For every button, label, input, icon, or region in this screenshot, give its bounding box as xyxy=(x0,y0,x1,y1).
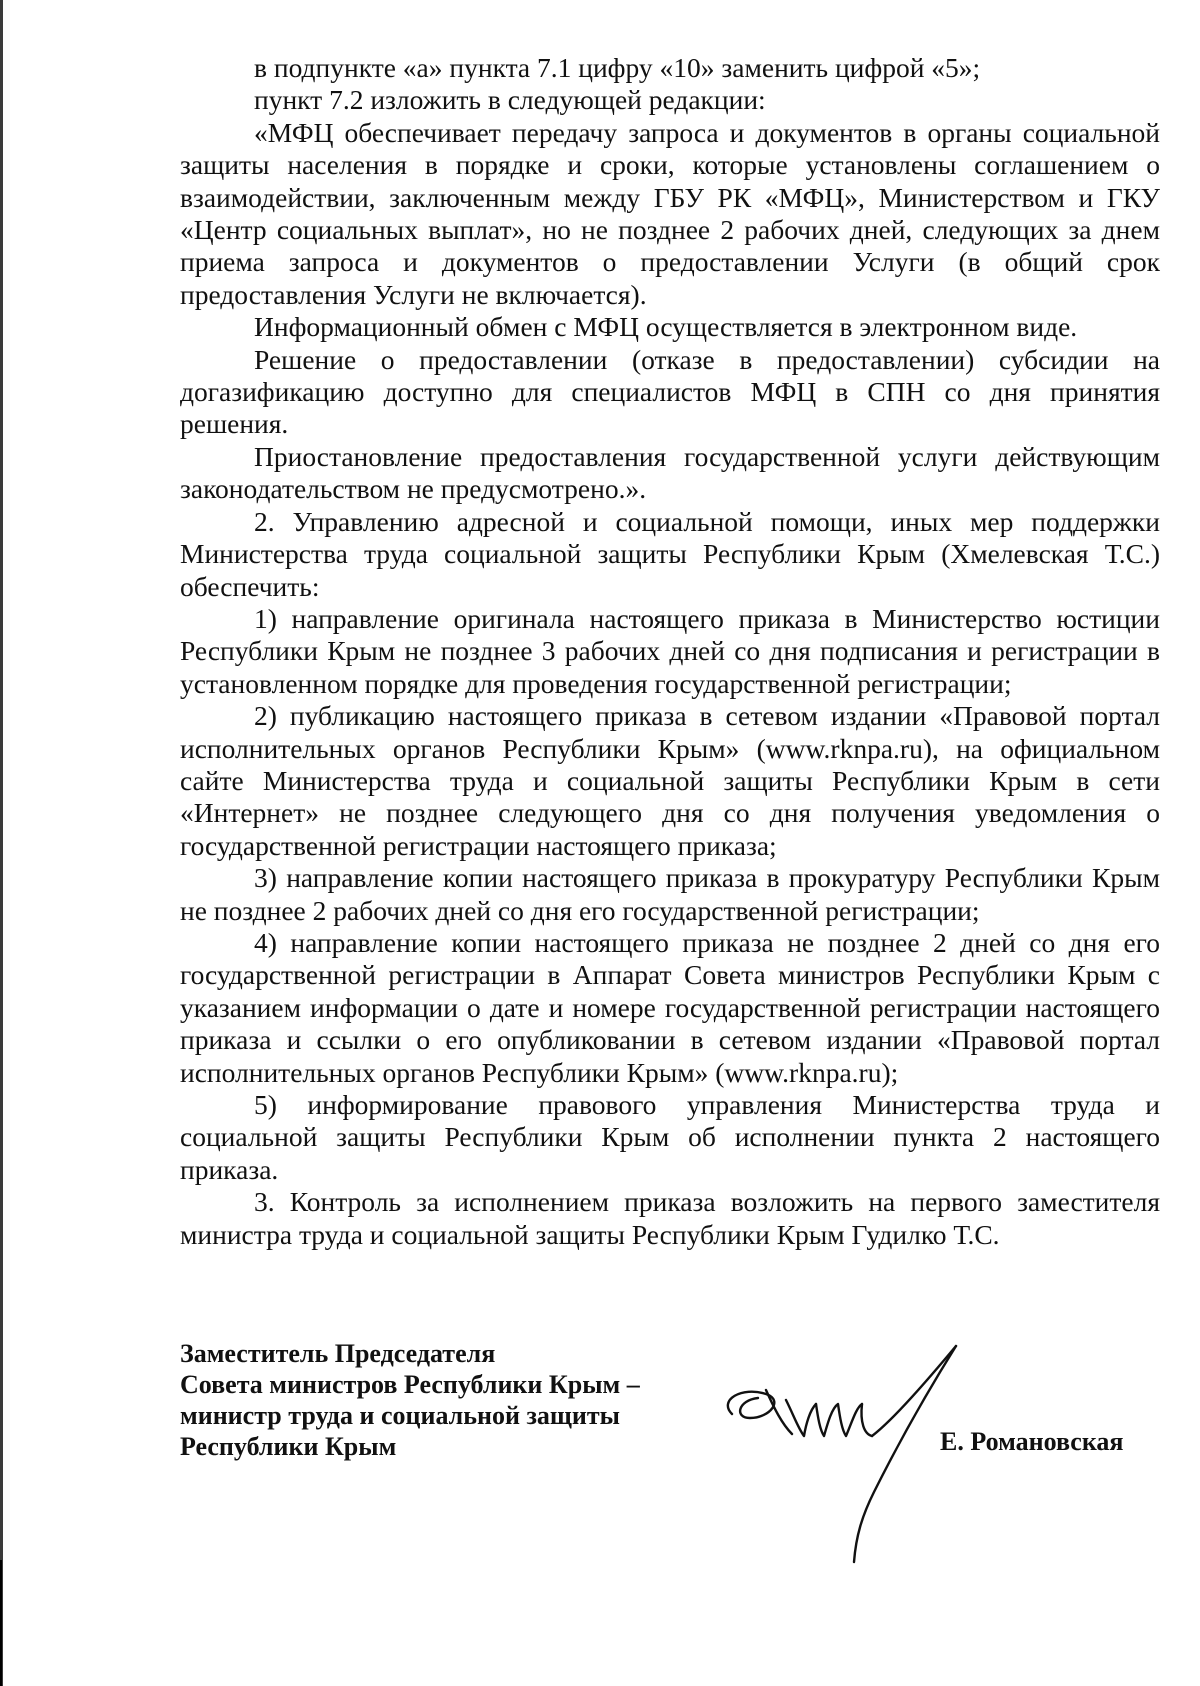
paragraph: Решение о предоставлении (отказе в предоставлении) субсидии на догазификацию доступно для специалистов МФЦ в СПН со дня принятия решения. xyxy=(180,343,1160,440)
paragraph: 1) направление оригинала настоящего приказа в Министерство юстиции Республики Крым не позднее 3 рабочих дней со дня подписания и регистрации в установленном порядке для проведения государственной регистрации; xyxy=(180,602,1160,699)
signatory-position xyxy=(180,1338,740,1462)
signatory-name: Е. Романовская xyxy=(940,1427,1124,1456)
paragraph: 3. Контроль за исполнением приказа возложить на первого заместителя министра труда и социальной защиты Республики Крым Гудилко Т.С. xyxy=(180,1186,1160,1250)
paragraph: 5) информирование правового управления Министерства труда и социальной защиты Республики Крым об исполнении пункта 2 настоящего приказа. xyxy=(180,1089,1160,1185)
handwritten-signature xyxy=(720,1338,960,1568)
scan-edge xyxy=(0,0,3,1686)
paragraph: в подпункте «а» пункта 7.1 цифру «10» заменить цифрой «5»; xyxy=(254,52,981,83)
paragraph: 4) направление копии настоящего приказа не позднее 2 дней со дня его государственной регистрации в Аппарат Совета министров Республики Крым с указанием информации о дате и номере государственной регистрации настоящего приказа и ссылки о его опубликовании в сетевом издании «Правовой портал исполнительных органов Республики Крым» (www.rknpa.ru); xyxy=(180,926,1160,1088)
paragraph: «МФЦ обеспечивает передачу запроса и документов в органы социальной защиты населения в порядке и сроки, которые установлены соглашением о взаимодействии, заключенным между ГБУ РК «МФЦ», Министерством и ГКУ «Центр социальных выплат», но не позднее 2 рабочих дней, следующих за днем приема запроса и документов о предоставлении Услуги (в общий срок предоставления Услуги не включается). xyxy=(180,116,1160,310)
paragraph: 2) публикацию настоящего приказа в сетевом издании «Правовой портал исполнительных органов Республики Крым» (www.rknpa.ru), на официальном сайте Министерства труда и социальной защиты Республики Крым в сети «Интернет» не позднее следующего дня со дня получения уведомления о государственной регистрации настоящего приказа; xyxy=(180,700,1160,861)
position-line: Республики Крым xyxy=(180,1432,397,1461)
position-line: Совета министров Республики Крым – xyxy=(180,1370,640,1399)
paragraph: 3) направление копии настоящего приказа в прокуратуру Республики Крым не позднее 2 рабочих дней со дня его государственной регистрации; xyxy=(180,862,1160,926)
paragraph: пункт 7.2 изложить в следующей редакции: xyxy=(254,84,766,116)
paragraph: Приостановление предоставления государственной услуги действующим законодательством не предусмотрено.». xyxy=(180,440,1160,505)
paragraph: Информационный обмен с МФЦ осуществляется в электронном виде. xyxy=(254,311,1078,343)
signature-block xyxy=(180,1338,1160,1568)
position-line: министр труда и социальной защиты xyxy=(180,1401,620,1430)
scan-edge-mark xyxy=(0,1560,2,1686)
document-body xyxy=(180,52,1160,1251)
paragraph: 2. Управлению адресной и социальной помощи, иных мер поддержки Министерства труда социальной защиты Республики Крым (Хмелевская Т.С.) обеспечить: xyxy=(180,505,1160,602)
position-line: Заместитель Председателя xyxy=(180,1339,496,1368)
